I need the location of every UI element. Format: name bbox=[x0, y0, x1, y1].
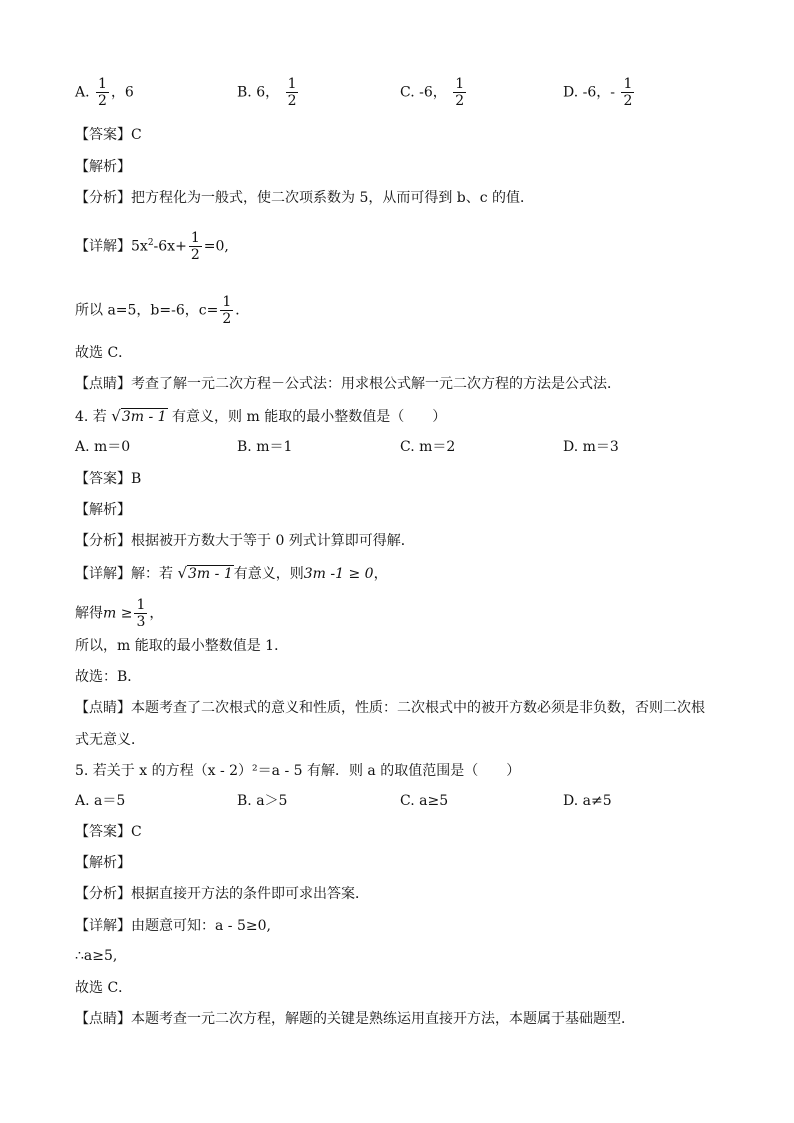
q5-dianjing: 【点睛】本题考查一元二次方程，解题的关键是熟练运用直接开方法，本题属于基础题型． bbox=[75, 1011, 635, 1027]
q3-answer: 【答案】C bbox=[75, 127, 142, 143]
q4-stem: 4. 若 √3m - 1 有意义，则 m 能取的最小整数值是（ ） bbox=[75, 407, 447, 425]
sqrt-expression: √3m - 1 bbox=[111, 407, 167, 425]
sqrt-expression: √3m - 1 bbox=[177, 564, 233, 582]
q5-option-b: B. a＞5 bbox=[237, 793, 288, 809]
fraction: $\frac{1}{2}$ bbox=[623, 76, 633, 109]
fraction: $\frac{1}{2}$ bbox=[222, 294, 232, 327]
q4-dianjing-line2: 式无意义． bbox=[75, 732, 145, 748]
q5-option-d: D. a≠5 bbox=[563, 793, 612, 809]
fraction: $\frac{1}{2}$ bbox=[455, 76, 465, 109]
q3-fenxi: 【分析】把方程化为一般式，使二次项系数为 5，从而可得到 b、c 的值． bbox=[75, 190, 535, 206]
q5-fenxi: 【分析】根据直接开方法的条件即可求出答案． bbox=[75, 886, 369, 902]
q5-detail: 【详解】由题意可知：a - 5≥0, bbox=[75, 918, 271, 934]
fraction: $\frac{1}{2}$ bbox=[287, 76, 297, 109]
q5-choose: 故选 C． bbox=[75, 980, 133, 996]
q3-choose: 故选 C． bbox=[75, 345, 133, 361]
q4-choose: 故选：B． bbox=[75, 669, 142, 685]
q3-option-c: C. -6， $\frac{1}{2}$ bbox=[400, 76, 465, 109]
q4-option-b: B. m＝1 bbox=[237, 439, 293, 455]
q4-answer: 【答案】B bbox=[75, 471, 142, 487]
q5-therefore: ∴a≥5, bbox=[75, 948, 118, 964]
q3-analysis-label: 【解析】 bbox=[75, 159, 131, 175]
q5-stem: 5. 若关于 x 的方程（x - 2）²＝a - 5 有解．则 a 的取值范围是（ ） bbox=[75, 763, 521, 779]
q3-so: 所以 a=5，b=-6，c= $\frac{1}{2}$ ． bbox=[75, 294, 250, 327]
q5-answer: 【答案】C bbox=[75, 824, 142, 840]
q3-dianjing: 【点睛】考查了解一元二次方程－公式法：用求根公式解一元二次方程的方法是公式法． bbox=[75, 376, 621, 392]
q4-option-c: C. m＝2 bbox=[400, 439, 456, 455]
q4-analysis-label: 【解析】 bbox=[75, 502, 131, 518]
q4-fenxi: 【分析】根据被开方数大于等于 0 列式计算即可得解． bbox=[75, 533, 415, 549]
q5-option-a: A. a＝5 bbox=[75, 793, 126, 809]
q4-solve: 解得m ≥ $\frac{1}{3}$ ， bbox=[75, 597, 164, 630]
fraction: $\frac{1}{2}$ bbox=[98, 76, 107, 109]
q5-option-c: C. a≥5 bbox=[400, 793, 449, 809]
fraction: $\frac{1}{2}$ bbox=[190, 230, 200, 263]
q3-detail: 【详解】$5x^2-6x+$ $\frac{1}{2}$ =0, bbox=[75, 230, 229, 263]
q4-detail: 【详解】解：若 √3m - 1有意义，则3m -1 ≥ 0， bbox=[75, 564, 388, 582]
q5-analysis-label: 【解析】 bbox=[75, 855, 131, 871]
q3-option-d: D. -6，- $\frac{1}{2}$ bbox=[563, 76, 633, 109]
fraction: $\frac{1}{3}$ bbox=[136, 597, 146, 630]
q4-option-d: D. m＝3 bbox=[563, 439, 619, 455]
q4-option-a: A. m＝0 bbox=[75, 439, 131, 455]
q4-so: 所以，m 能取的最小整数值是 1． bbox=[75, 638, 289, 654]
q4-dianjing-line1: 【点睛】本题考查了二次根式的意义和性质，性质：二次根式中的被开方数必须是非负数，否则二次根 bbox=[75, 700, 705, 716]
q3-option-b: B. 6， $\frac{1}{2}$ bbox=[237, 76, 297, 109]
q3-option-a: A. $\frac{1}{2}$ ，6 bbox=[75, 76, 134, 109]
